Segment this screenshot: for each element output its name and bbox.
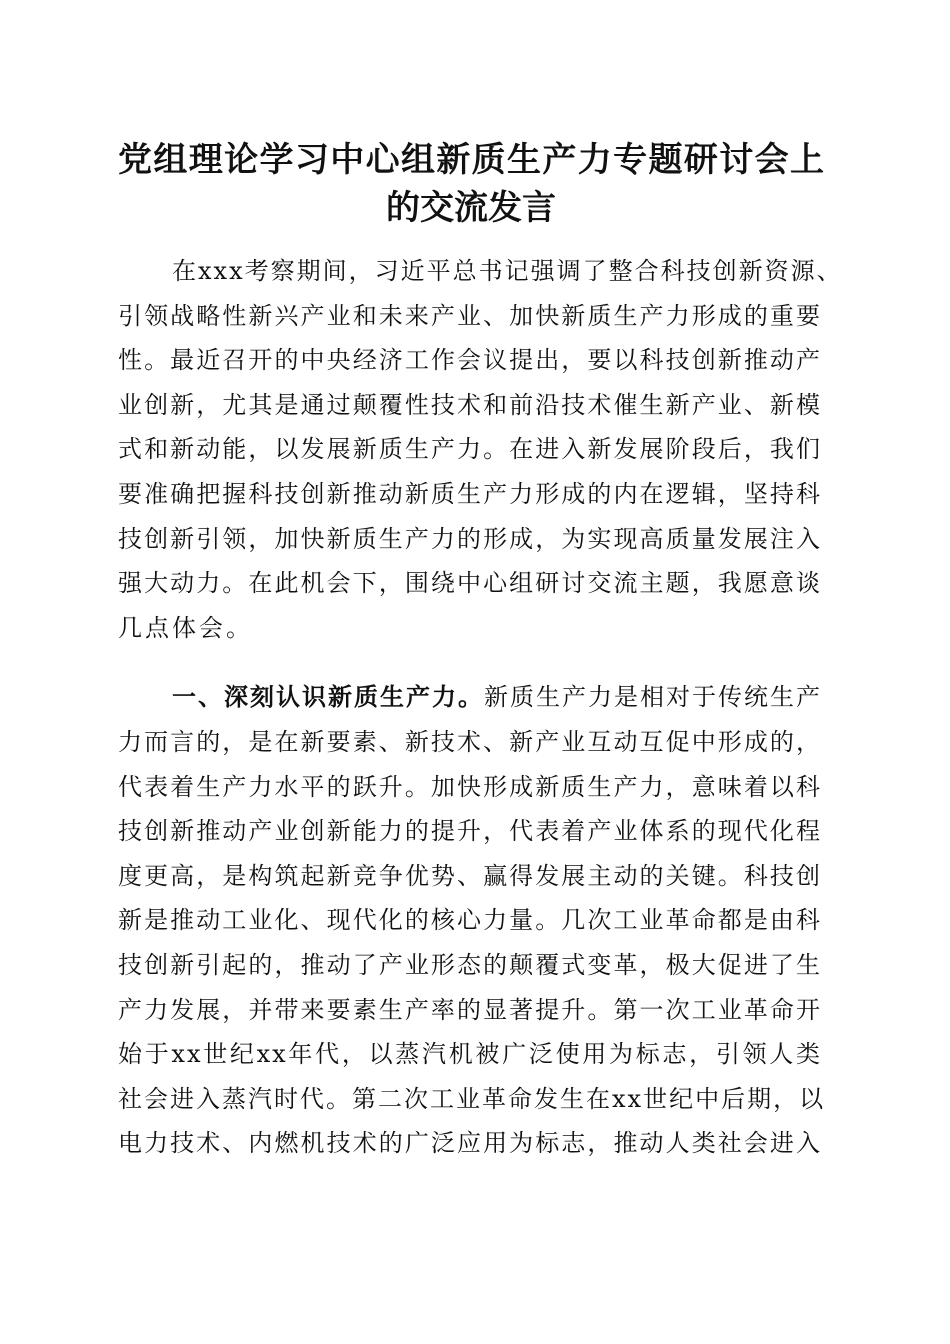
text-line: 电力技术、内燃机技术的广泛应用为标志，推动人类社会进入: [118, 1129, 822, 1158]
text-line: 要准确把握科技创新推动新质生产力形成的内在逻辑，坚持科: [118, 479, 822, 508]
title-line-1: 党组理论学习中心组新质生产力专题研讨会上: [118, 140, 824, 180]
text-line: 引领战略性新兴产业和未来产业、加快新质生产力形成的重要: [118, 301, 822, 330]
text-line: 代表着生产力水平的跃升。加快形成新质生产力，意味着以科: [118, 772, 822, 801]
text-line: 几点体会。: [118, 613, 253, 642]
text-line: 社会进入蒸汽时代。第二次工业革命发生在xx世纪中后期，以: [118, 1084, 826, 1113]
text-line: 始于xx世纪xx年代，以蒸汽机被广泛使用为标志，引领人类: [118, 1040, 822, 1069]
paragraph-intro: [118, 249, 843, 650]
text-line: 强大动力。在此机会下，围绕中心组研讨交流主题，我愿意谈: [118, 569, 822, 598]
title-line-2: 的交流发言: [386, 188, 556, 228]
text-line: 业创新，尤其是通过颠覆性技术和前沿技术催生新产业、新模: [118, 390, 822, 419]
text-line: 度更高，是构筑起新竞争优势、赢得发展主动的关键。科技创: [118, 861, 822, 890]
document-title: [118, 136, 824, 232]
text-line: [118, 675, 822, 720]
text-line: 技创新引起的，推动了产业形态的颠覆式变革，极大促进了生: [118, 950, 822, 979]
text-line: 性。最近召开的中央经济工作会议提出，要以科技创新推动产: [118, 346, 822, 375]
paragraph-section-1: [118, 675, 826, 1166]
text-line: 式和新动能，以发展新质生产力。在进入新发展阶段后，我们: [118, 435, 822, 464]
text-line: 新是推动工业化、现代化的核心力量。几次工业革命都是由科: [118, 906, 822, 935]
text-line: 技创新推动产业创新能力的提升，代表着产业体系的现代化程: [118, 817, 822, 846]
section-heading: 一、深刻认识新质生产力。: [172, 682, 484, 712]
document-body: [118, 249, 843, 1166]
text-line: 技创新引领，加快新质生产力的形成，为实现高质量发展注入: [118, 524, 822, 553]
text-line: 力而言的，是在新要素、新技术、新产业互动互促中形成的，: [118, 727, 822, 756]
text-line: 在xxx考察期间，习近平总书记强调了整合科技创新资源、: [172, 257, 843, 285]
text-line-rest: 新质生产力是相对于传统生产: [484, 683, 822, 712]
text-line: 产力发展，并带来要素生产率的显著提升。第一次工业革命开: [118, 995, 822, 1024]
